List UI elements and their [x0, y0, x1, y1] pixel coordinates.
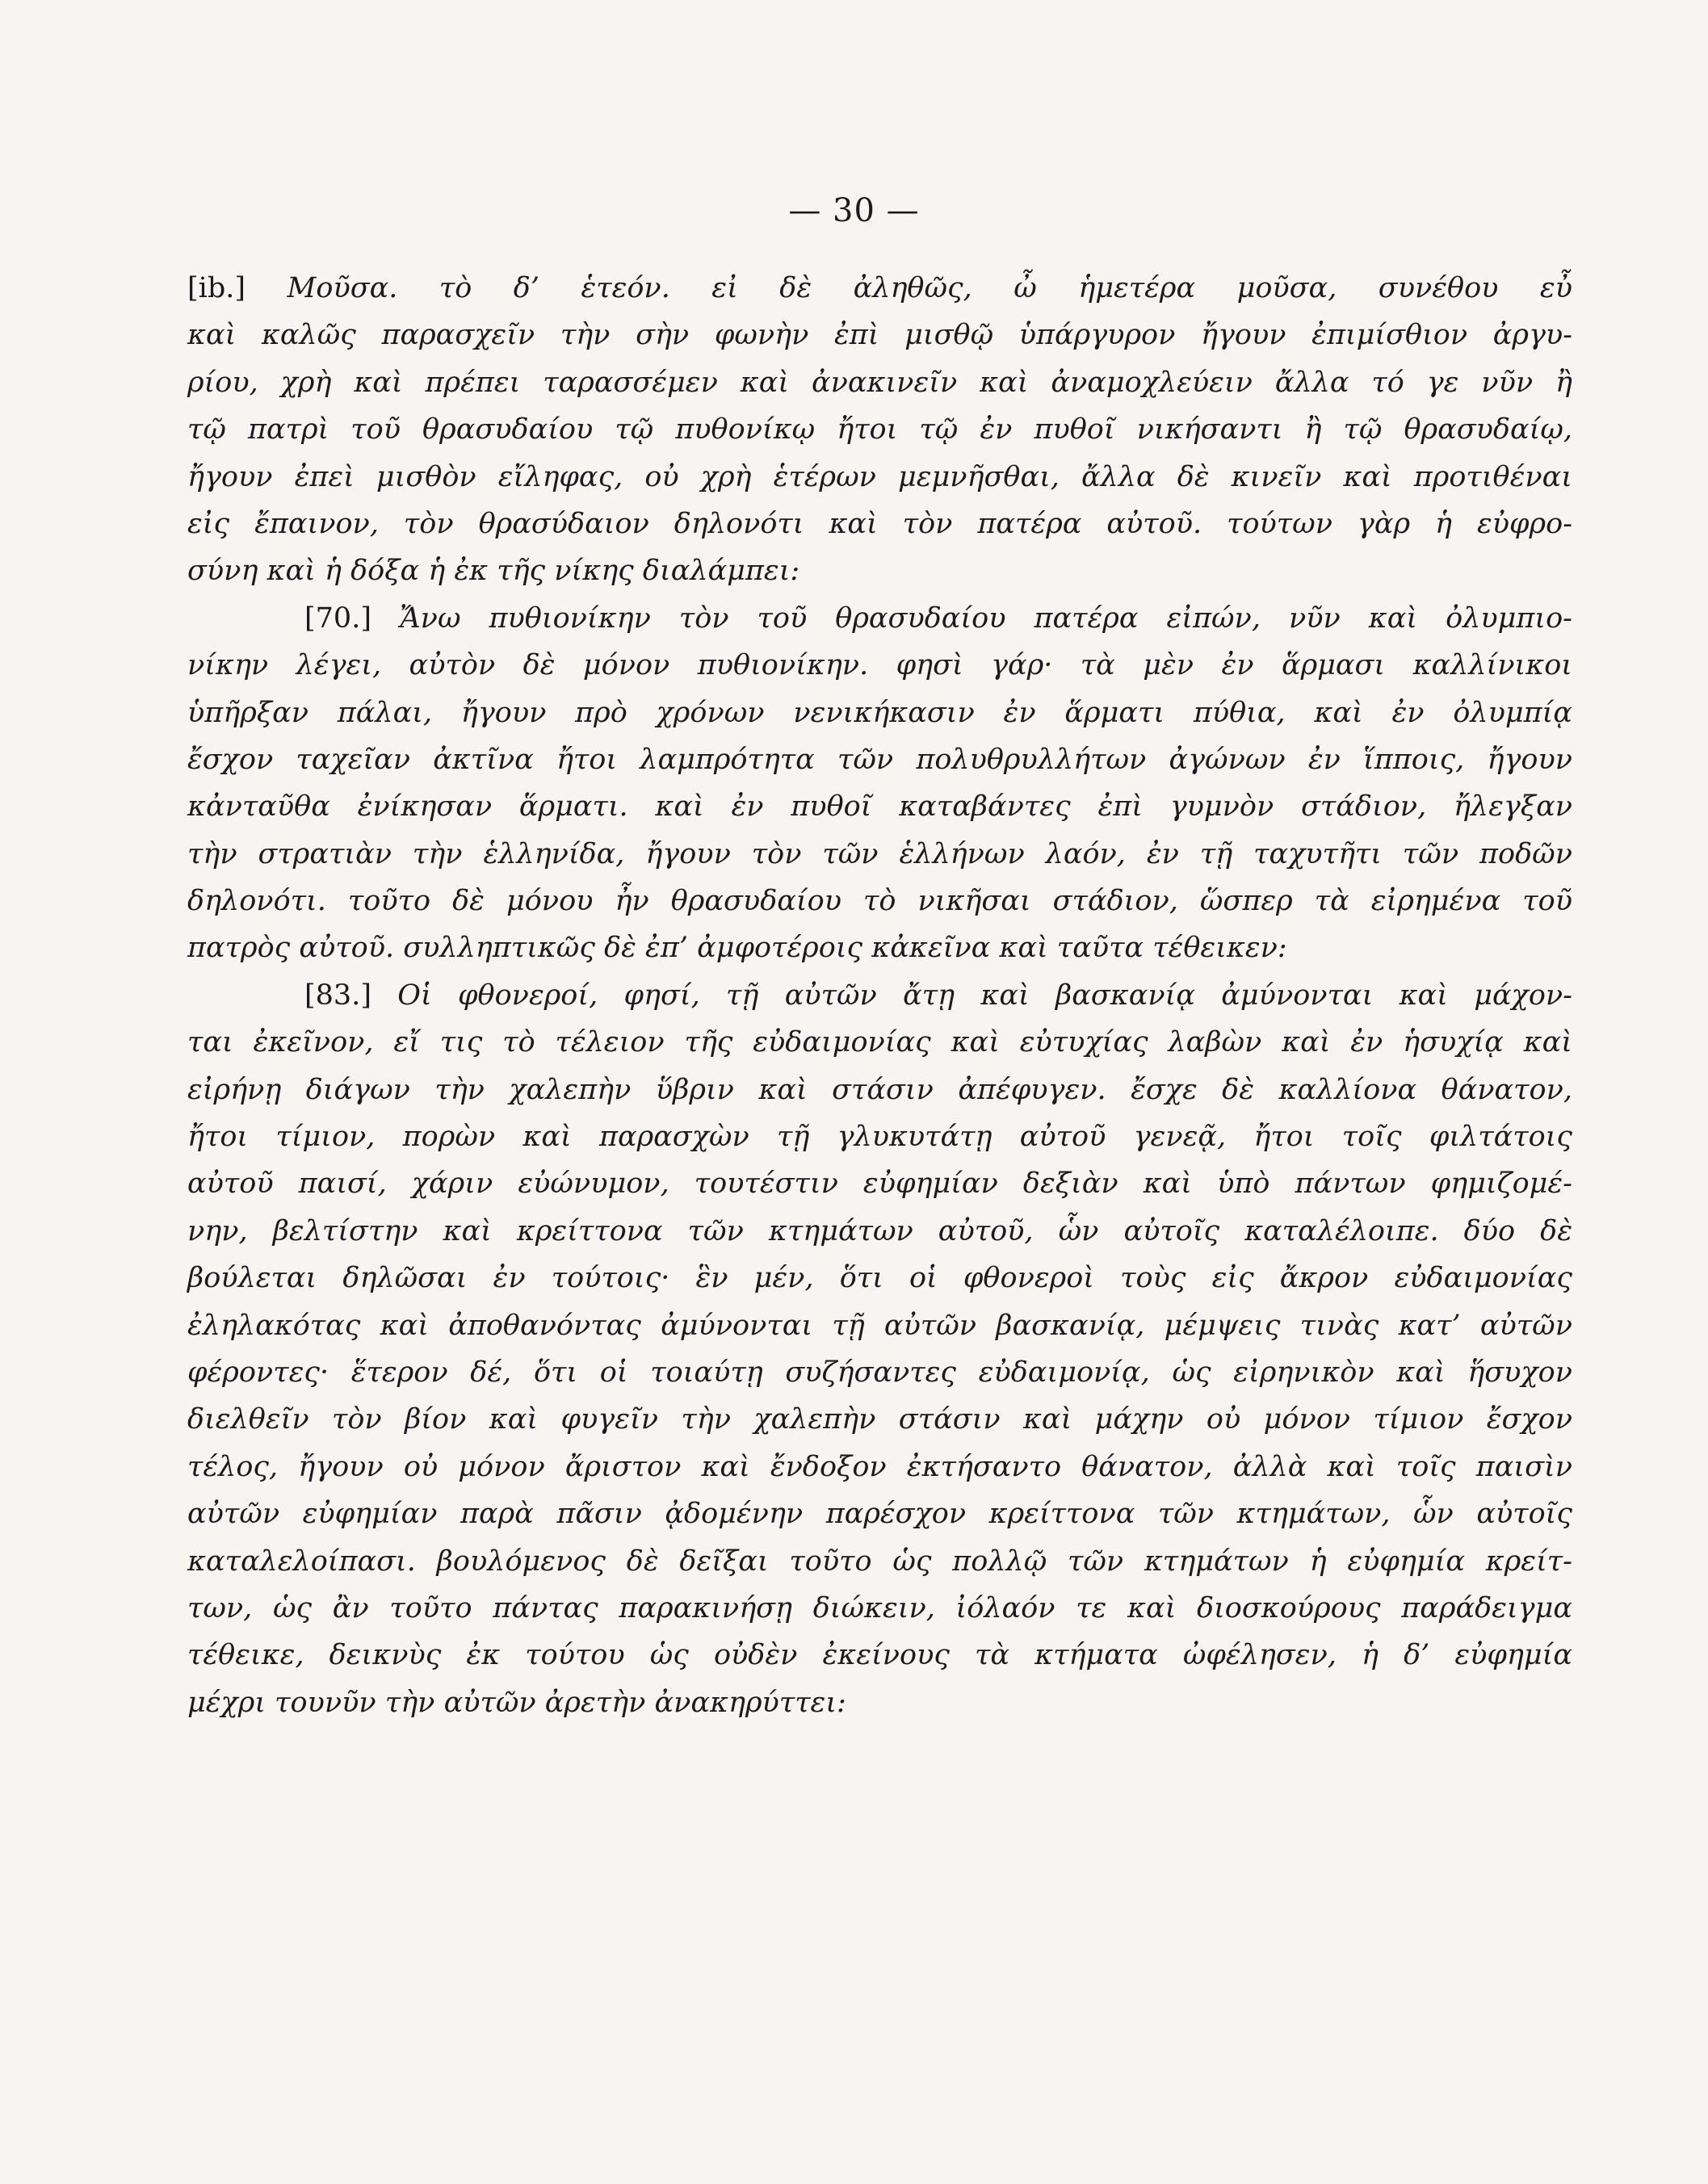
- text-line: ρίου, χρὴ καὶ πρέπει ταρασσέμεν καὶ ἀνακινεῖν καὶ ἀναμοχλεύειν ἄλλα τό γε νῦν ἢ: [187, 366, 1572, 399]
- text-line: νην, βελτίστην καὶ κρείττονα τῶν κτημάτων αὐτοῦ, ὧν αὐτοῖς καταλέλοιπε. δύο δὲ: [187, 1214, 1572, 1247]
- line-text: Μοῦσα. τὸ δ’ ἑτεόν. εἰ δὲ ἀληθῶς, ὦ ἡμετέρα μοῦσα, συνέθου εὖ: [287, 272, 1572, 304]
- text-line: αὐτοῦ παισί, χάριν εὐώνυμον, τουτέστιν εὐφημίαν δεξιὰν καὶ ὑπὸ πάντων φημιζομέ-: [187, 1167, 1572, 1201]
- text-line: ται ἐκεῖνον, εἴ τις τὸ τέλειον τῆς εὐδαιμονίας καὶ εὐτυχίας λαβὼν καὶ ἐν ἡσυχίᾳ καὶ: [187, 1026, 1572, 1059]
- line-text: Οἱ φθονεροί, φησί, τῇ αὐτῶν ἄτῃ καὶ βασκανίᾳ ἀμύνονται καὶ μάχον-: [397, 979, 1572, 1012]
- text-line: ἤτοι τίμιον, πορὼν καὶ παρασχὼν τῇ γλυκυτάτῃ αὐτοῦ γενεᾷ, ἤτοι τοῖς φιλτάτοις: [187, 1121, 1572, 1154]
- text-line: ἐληλακότας καὶ ἀποθανόντας ἀμύνονται τῇ αὐτῶν βασκανίᾳ, μέμψεις τινὰς κατ’ αὐτῶν: [187, 1309, 1572, 1342]
- text-line: ἤγουν ἐπεὶ μισθὸν εἴληφας, οὐ χρὴ ἑτέρων μεμνῆσθαι, ἄλλα δὲ κινεῖν καὶ προτιθέναι: [187, 460, 1572, 493]
- text-line: αὐτῶν εὐφημίαν παρὰ πᾶσιν ᾀδομένην παρέσχον κρείττονα τῶν κτημάτων, ὧν αὐτοῖς: [187, 1498, 1572, 1531]
- text-line: πατρὸς αὐτοῦ. συλληπτικῶς δὲ ἐπ’ ἀμφοτέροις κἀκεῖνα καὶ ταῦτα τέθεικεν:: [187, 932, 1287, 965]
- text-line: κἀνταῦθα ἐνίκησαν ἅρματι. καὶ ἐν πυθοῖ καταβάντες ἐπὶ γυμνὸν στάδιον, ἤλεγξαν: [187, 790, 1572, 824]
- line-reference: [ib.]: [187, 272, 246, 304]
- text-line: [187, 595, 1572, 642]
- text-line: καταλελοίπασι. βουλόμενος δὲ δεῖξαι τοῦτο ὡς πολλῷ τῶν κτημάτων ἡ εὐφημία κρείτ-: [187, 1545, 1572, 1578]
- text-line: εἰρήνῃ διάγων τὴν χαλεπὴν ὕβριν καὶ στάσιν ἀπέφυγεν. ἔσχε δὲ καλλίονα θάνατον,: [187, 1073, 1572, 1106]
- text-line: ὑπῆρξαν πάλαι, ἤγουν πρὸ χρόνων νενικήκασιν ἐν ἅρματι πύθια, καὶ ἐν ὀλυμπίᾳ: [187, 696, 1572, 729]
- text-line: σύνη καὶ ἡ δόξα ἡ ἐκ τῆς νίκης διαλάμπει:: [187, 555, 800, 588]
- text-line: των, ὡς ἂν τοῦτο πάντας παρακινήσῃ διώκειν, ἰόλαόν τε καὶ διοσκούρους παράδειγμα: [187, 1591, 1572, 1624]
- text-line: δηλονότι. τοῦτο δὲ μόνου ἦν θρασυδαίου τὸ νικῆσαι στάδιον, ὥσπερ τὰ εἰρημένα τοῦ: [187, 885, 1572, 918]
- text-line: [187, 265, 1572, 312]
- line-reference: [70.]: [304, 602, 371, 635]
- text-line: εἰς ἔπαινον, τὸν θρασύδαιον δηλονότι καὶ τὸν πατέρα αὐτοῦ. τούτων γὰρ ἡ εὐφρο-: [187, 507, 1572, 540]
- text-line: τῷ πατρὶ τοῦ θρασυδαίου τῷ πυθονίκῳ ἤτοι τῷ ἐν πυθοῖ νικήσαντι ἢ τῷ θρασυδαίῳ,: [187, 413, 1572, 446]
- body-text: [187, 265, 1572, 1726]
- text-line: καὶ καλῶς παρασχεῖν τὴν σὴν φωνὴν ἐπὶ μισθῷ ὑπάργυρον ἤγουν ἐπιμίσθιον ἀργυ-: [187, 319, 1572, 352]
- text-line: νίκην λέγει, αὐτὸν δὲ μόνον πυθιονίκην. φησὶ γάρ· τὰ μὲν ἐν ἅρμασι καλλίνικοι: [187, 649, 1572, 682]
- line-text: Ἄνω πυθιονίκην τὸν τοῦ θρασυδαίου πατέρα εἰπών, νῦν καὶ ὀλυμπιο-: [400, 602, 1572, 635]
- text-line: τέθεικε, δεικνὺς ἐκ τούτου ὡς οὐδὲν ἐκείνους τὰ κτήματα ὠφέλησεν, ἡ δ’ εὐφημία: [187, 1639, 1572, 1672]
- page-number: — 30 —: [788, 192, 920, 229]
- line-reference: [83.]: [304, 979, 371, 1012]
- text-line: τέλος, ἤγουν οὐ μόνον ἄριστον καὶ ἔνδοξον ἐκτήσαντο θάνατον, ἀλλὰ καὶ τοῖς παισὶν: [187, 1450, 1572, 1483]
- text-line: διελθεῖν τὸν βίον καὶ φυγεῖν τὴν χαλεπὴν στάσιν καὶ μάχην οὐ μόνον τίμιον ἔσχον: [187, 1403, 1572, 1436]
- text-line: τὴν στρατιὰν τὴν ἑλληνίδα, ἤγουν τὸν τῶν ἑλλήνων λαόν, ἐν τῇ ταχυτῆτι τῶν ποδῶν: [187, 837, 1572, 870]
- text-line: μέχρι τουνῦν τὴν αὐτῶν ἀρετὴν ἀνακηρύττει:: [187, 1686, 846, 1719]
- text-line: [187, 972, 1572, 1019]
- text-line: φέροντες· ἕτερον δέ, ὅτι οἱ τοιαύτῃ συζήσαντες εὐδαιμονίᾳ, ὡς εἰρηνικὸν καὶ ἥσυχον: [187, 1356, 1572, 1389]
- text-line: βούλεται δηλῶσαι ἐν τούτοις· ἓν μέν, ὅτι οἱ φθονεροὶ τοὺς εἰς ἄκρον εὐδαιμονίας: [187, 1262, 1572, 1295]
- text-line: ἔσχον ταχεῖαν ἀκτῖνα ἤτοι λαμπρότητα τῶν πολυθρυλλήτων ἀγώνων ἐν ἵπποις, ἤγουν: [187, 743, 1572, 776]
